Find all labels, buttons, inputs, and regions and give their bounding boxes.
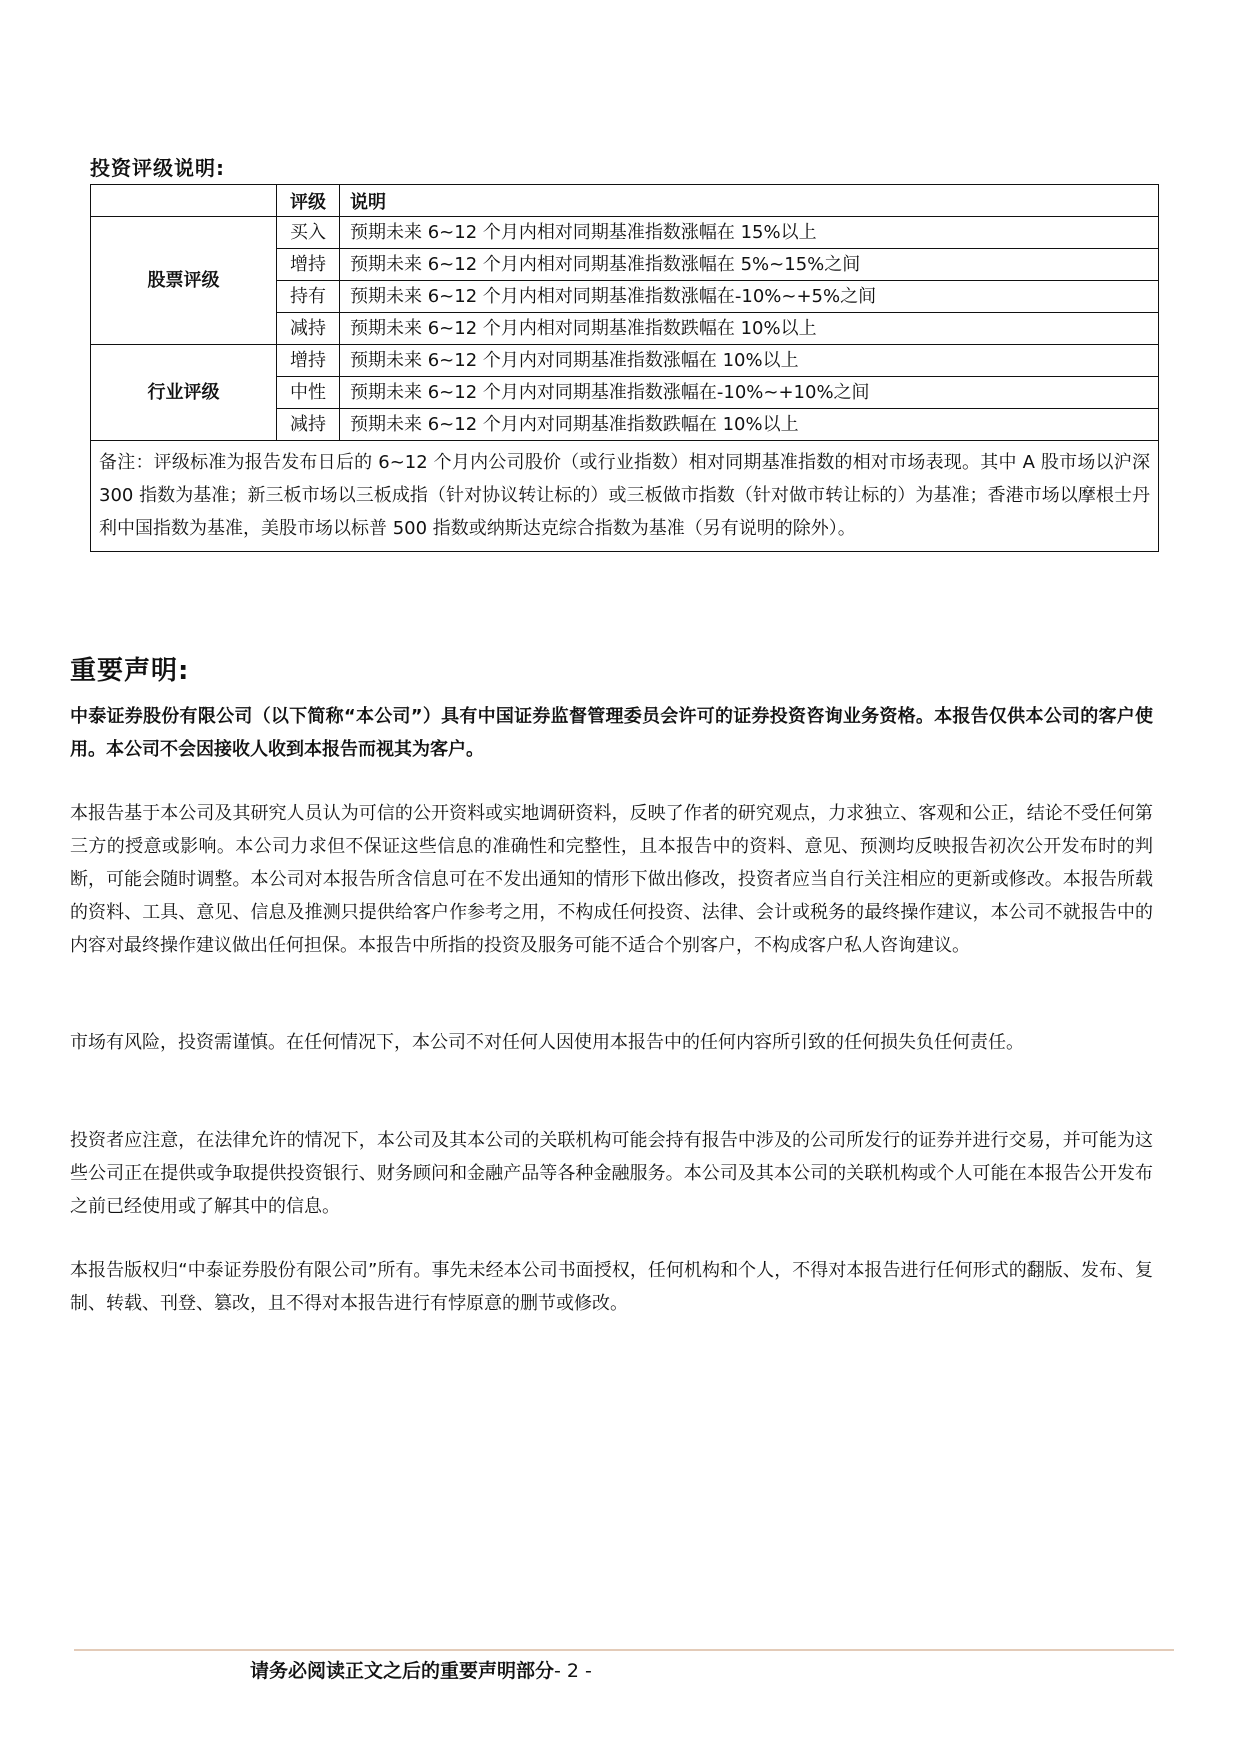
rating-description: 预期未来 6~12 个月内对同期基准指数涨幅在-10%~+10%之间 (340, 377, 1159, 409)
rating-level: 减持 (277, 313, 340, 345)
declaration-heading: 重要声明: (70, 656, 190, 686)
rating-level: 减持 (277, 409, 340, 441)
rating-note: 备注：评级标准为报告发布日后的 6~12 个月内公司股价（或行业指数）相对同期基准指数的相对市场表现。其中 A 股市场以沪深 300 指数为基准；新三板市场以三板成指（针对协议转让标的）或三板做市指数（针对做市转让标的）为基准；香港市场以摩根士丹利中国指数为基准，美股市场以标普 500 指数或纳斯达克综合指数为基准（另有说明的除外）。 (91, 441, 1159, 552)
declaration-basis: 本报告基于本公司及其研究人员认为可信的公开资料或实地调研资料，反映了作者的研究观点，力求独立、客观和公正，结论不受任何第三方的授意或影响。本公司力求但不保证这些信息的准确性和完整性，且本报告中的资料、意见、预测均反映报告初次公开发布时的判断，可能会随时调整。本公司对本报告所含信息可在不发出通知的情形下做出修改，投资者应当自行关注相应的更新或修改。本报告所载的资料、工具、意见、信息及推测只提供给客户作参考之用，不构成任何投资、法律、会计或税务的最终操作建议，本公司不就报告中的内容对最终操作建议做出任何担保。本报告中所指的投资及服务可能不适合个别客户，不构成客户私人咨询建议。 (70, 803, 1153, 956)
rating-level: 持有 (277, 281, 340, 313)
footer-divider (74, 1649, 1174, 1651)
rating-level: 中性 (277, 377, 340, 409)
rating-description: 预期未来 6~12 个月内相对同期基准指数涨幅在 15%以上 (340, 217, 1159, 249)
footer-notice: 请务必阅读正文之后的重要声明部分 (250, 1660, 555, 1682)
stock-rating-category: 股票评级 (91, 217, 277, 345)
declaration-risk: 市场有风险，投资需谨慎。在任何情况下，本公司不对任何人因使用本报告中的任何内容所引致的任何损失负任何责任。 (70, 1032, 1024, 1053)
rating-description: 预期未来 6~12 个月内相对同期基准指数涨幅在-10%~+5%之间 (340, 281, 1159, 313)
table-row (91, 345, 1159, 377)
rating-description: 预期未来 6~12 个月内相对同期基准指数跌幅在 10%以上 (340, 313, 1159, 345)
industry-rating-category: 行业评级 (91, 345, 277, 441)
rating-table-header (91, 185, 1159, 217)
header-blank-cell (91, 185, 277, 217)
page-number: - 2 - (554, 1660, 592, 1682)
rating-description: 预期未来 6~12 个月内对同期基准指数涨幅在 10%以上 (340, 345, 1159, 377)
rating-section-title: 投资评级说明: (90, 156, 225, 180)
rating-description: 预期未来 6~12 个月内相对同期基准指数涨幅在 5%~15%之间 (340, 249, 1159, 281)
declaration-conflict: 投资者应注意，在法律允许的情况下，本公司及其本公司的关联机构可能会持有报告中涉及的公司所发行的证券并进行交易，并可能为这些公司正在提供或争取提供投资银行、财务顾问和金融产品等各种金融服务。本公司及其本公司的关联机构或个人可能在本报告公开发布之前已经使用或了解其中的信息。 (70, 1130, 1153, 1217)
declaration-intro: 中泰证券股份有限公司（以下简称“本公司”）具有中国证券监督管理委员会许可的证券投资咨询业务资格。本报告仅供本公司的客户使用。本公司不会因接收人收到本报告而视其为客户。 (70, 706, 1153, 760)
rating-description: 预期未来 6~12 个月内对同期基准指数跌幅在 10%以上 (340, 409, 1159, 441)
table-row (91, 217, 1159, 249)
header-description: 说明 (340, 185, 1159, 217)
header-level: 评级 (277, 185, 340, 217)
rating-table (90, 184, 1159, 552)
rating-level: 增持 (277, 249, 340, 281)
table-row (91, 441, 1159, 552)
rating-level: 买入 (277, 217, 340, 249)
declaration-copyright: 本报告版权归“中泰证券股份有限公司”所有。事先未经本公司书面授权，任何机构和个人，不得对本报告进行任何形式的翻版、发布、复制、转载、刊登、篡改，且不得对本报告进行有悖原意的删节或修改。 (70, 1260, 1153, 1314)
rating-level: 增持 (277, 345, 340, 377)
footer (250, 1656, 592, 1683)
